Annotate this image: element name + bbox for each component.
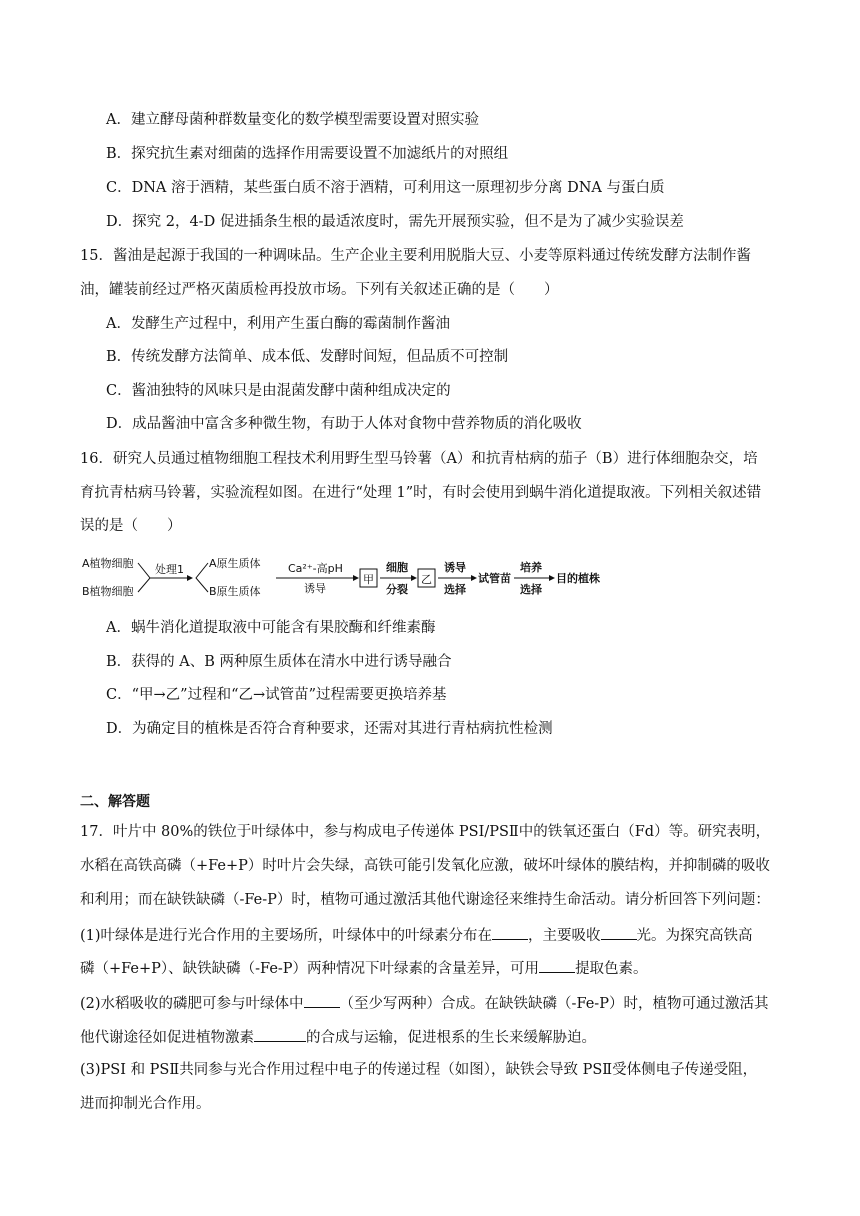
q17-part3-line1: (3)PSI 和 PSⅡ共同参与光合作用过程中电子的传递过程（如图），缺铁会导致 PSⅡ受体侧电子传递受阻，	[80, 1062, 758, 1078]
q16-stem-line2: 育抗青枯病马铃薯，实验流程如图。在进行“处理 1”时，有时会使用到蜗牛消化道提取液。下列相关叙述错	[80, 485, 762, 501]
q15-option-b: B．传统发酵方法简单、成本低、发酵时间短，但品质不可控制	[106, 349, 509, 365]
flow-ca-label: Ca²⁺-高pH	[288, 562, 343, 575]
q17-p2-text-a: (2)水稻吸收的磷肥可参与叶绿体中	[80, 996, 304, 1012]
q14-option-b: B．探究抗生素对细菌的选择作用需要设置不加滤纸片的对照组	[106, 146, 509, 162]
q14-option-d: D．探究 2，4-D 促进插条生根的最适浓度时，需先开展预实验，但不是为了减少实验误差	[106, 214, 684, 230]
flow-cell-label: 细胞	[386, 561, 408, 574]
flow-process1-label: 处理1	[155, 563, 184, 576]
q17-part1-line1	[80, 924, 753, 946]
q17-part2-line1	[80, 992, 768, 1014]
q14-option-a: A．建立酵母菌种群数量变化的数学模型需要设置对照实验	[106, 112, 479, 128]
q17-p2-text-d: 的合成与运输，促进根系的生长来缓解胁迫。	[306, 1030, 596, 1046]
flow-induce-label-1: 诱导	[304, 582, 326, 595]
answer-blank-4[interactable]	[304, 992, 340, 1008]
q15-option-c: C．酱油独特的风味只是由混菌发酵中菌种组成决定的	[106, 383, 451, 399]
q17-p1-text-c: 光。为探究高铁高	[636, 928, 753, 944]
flow-jia: 甲	[363, 573, 374, 586]
flow-select-label-2: 选择	[520, 583, 542, 596]
q15-stem-line1: 15．酱油是起源于我国的一种调味品。生产企业主要利用脱脂大豆、小麦等原料通过传统发酵方法制作酱	[80, 248, 751, 264]
q15-option-d: D．成品酱油中富含多种微生物，有助于人体对食物中营养物质的消化吸收	[106, 416, 582, 432]
q16-stem-line1: 16．研究人员通过植物细胞工程技术利用野生型马铃薯（A）和抗青枯病的茄子（B）进行体细胞杂交，培	[80, 451, 758, 467]
q17-stem-line3: 和利用；而在缺铁缺磷（-Fe-P）时，植物可通过激活其他代谢途径来维持生命活动。请分析回答下列问题：	[80, 892, 770, 908]
answer-blank-3[interactable]	[539, 957, 575, 973]
experiment-flow-diagram	[80, 552, 620, 602]
q15-option-a: A．发酵生产过程中，利用产生蛋白酶的霉菌制作酱油	[106, 316, 450, 332]
flow-culture-label: 培养	[520, 561, 542, 574]
q17-p2-text-b: （至少写两种）合成。在缺铁缺磷（-Fe-P）时，植物可通过激活其	[339, 996, 769, 1012]
flow-split-bracket	[196, 563, 208, 592]
flow-yi: 乙	[421, 573, 432, 586]
q16-stem-line3: 误的是（ ）	[80, 518, 182, 534]
q17-stem-line2: 水稻在高铁高磷（+Fe+P）时叶片会失绿，高铁可能引发氧化应激，破坏叶绿体的膜结构，并抑制磷的吸收	[80, 858, 770, 874]
q17-stem-line1: 17．叶片中 80%的铁位于叶绿体中，参与构成电子传递体 PSI/PSⅡ中的铁氧还蛋白（Fd）等。研究表明，	[80, 824, 771, 840]
q17-p1-text-a: (1)叶绿体是进行光合作用的主要场所，叶绿体中的叶绿素分布在	[80, 928, 493, 944]
flow-division-label: 分裂	[386, 583, 408, 596]
q17-part1-line2	[80, 957, 648, 979]
flow-merge-bracket	[138, 563, 150, 592]
answer-blank-5[interactable]	[254, 1026, 306, 1042]
q16-option-a: A．蜗牛消化道提取液中可能含有果胶酶和纤维素酶	[106, 620, 436, 636]
q16-option-b: B．获得的 A、B 两种原生质体在清水中进行诱导融合	[106, 654, 452, 670]
q14-option-c: C．DNA 溶于酒精，某些蛋白质不溶于酒精，可利用这一原理初步分离 DNA 与蛋白质	[106, 180, 665, 196]
answer-blank-1[interactable]	[492, 924, 528, 940]
flow-select-label-1: 选择	[444, 583, 466, 596]
q16-option-c: C．“甲→乙”过程和“乙→试管苗”过程需要更换培养基	[106, 687, 447, 703]
q15-stem-line2: 油，罐装前经过严格灭菌质检再投放市场。下列有关叙述正确的是（ ）	[80, 282, 559, 298]
q17-p2-text-c: 他代谢途径如促进植物激素	[80, 1030, 254, 1046]
answer-blank-2[interactable]	[601, 924, 637, 940]
q17-part3-line2: 进而抑制光合作用。	[80, 1096, 211, 1112]
flow-a-cell: A植物细胞	[82, 557, 134, 570]
q17-p1-text-b: ，主要吸收	[528, 928, 601, 944]
flow-b-protoplast: B原生质体	[209, 585, 261, 598]
q17-p1-text-d: 磷（+Fe+P）、缺铁缺磷（-Fe-P）两种情况下叶绿素的含量差异，可用	[80, 961, 540, 977]
q17-part2-line2	[80, 1026, 596, 1048]
flow-a-protoplast: A原生质体	[209, 557, 261, 570]
flow-induce-label-2: 诱导	[444, 561, 466, 574]
flow-target-plant: 目的植株	[556, 572, 600, 585]
section-heading: 二、解答题	[80, 794, 150, 810]
flow-test-tube-plantlet: 试管苗	[478, 572, 511, 585]
q17-p1-text-e: 提取色素。	[575, 961, 648, 977]
q16-option-d: D．为确定目的植株是否符合育种要求，还需对其进行青枯病抗性检测	[106, 721, 553, 737]
flow-b-cell: B植物细胞	[82, 585, 134, 598]
